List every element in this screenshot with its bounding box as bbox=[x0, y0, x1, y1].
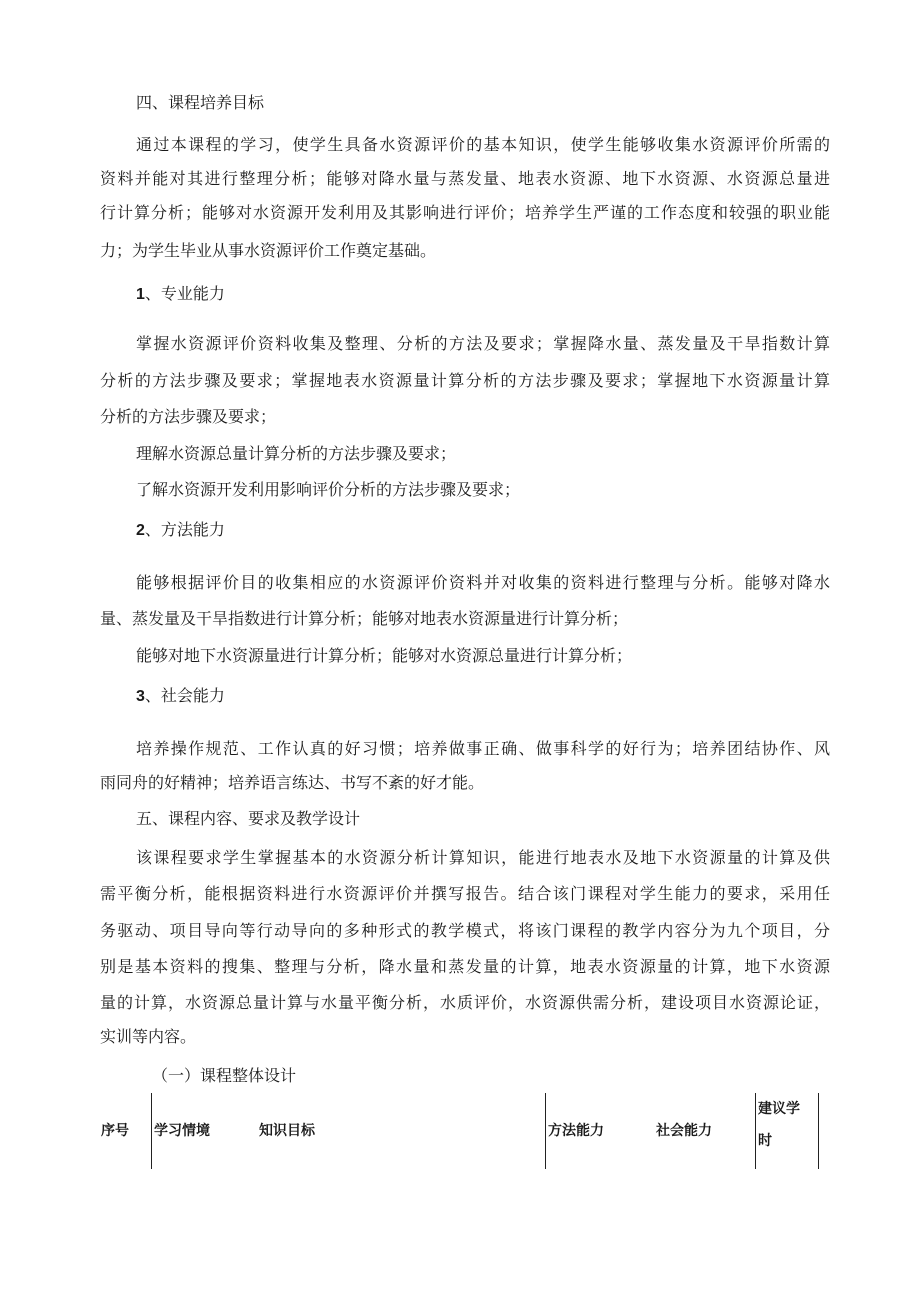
ability-3-number: 3 bbox=[136, 688, 145, 705]
header-method-ability: 方法能力 bbox=[548, 1123, 604, 1139]
section-5-paragraph-line: 量的计算，水资源总量计算与水量平衡分析，水质评价，水资源供需分析，建设项目水资源论证， bbox=[100, 993, 830, 1012]
ability-3-title: 、社会能力 bbox=[144, 686, 225, 705]
header-suggested-hours-line2: 时 bbox=[758, 1133, 772, 1149]
table-divider bbox=[755, 1093, 756, 1169]
ability-1-heading bbox=[136, 284, 866, 305]
ability-2-number: 2 bbox=[136, 522, 145, 539]
ability-1-number: 1 bbox=[136, 286, 145, 303]
ability-1-understand-line: 理解水资源总量计算分析的方法步骤及要求； bbox=[136, 444, 457, 463]
ability-3-heading bbox=[136, 686, 866, 707]
section-5-paragraph-line: 需平衡分析，能根据资料进行水资源评价并撰写报告。结合该门课程对学生能力的要求，采用任 bbox=[100, 884, 830, 903]
ability-3-paragraph-line: 培养操作规范、工作认真的好习惯；培养做事正确、做事科学的好行为；培养团结协作、风 bbox=[136, 739, 830, 758]
section-5-paragraph-line: 务驱动、项目导向等行动导向的多种形式的教学模式，将该门课程的教学内容分为九个项目，分 bbox=[100, 921, 830, 940]
ability-3-paragraph-line: 雨同舟的好精神；培养语言练达、书写不紊的好才能。 bbox=[100, 773, 485, 792]
section-5-paragraph-line: 该课程要求学生掌握基本的水资源分析计算知识，能进行地表水及地下水资源量的计算及供 bbox=[136, 848, 830, 867]
header-suggested-hours-line1: 建议学 bbox=[758, 1101, 800, 1117]
table-divider bbox=[545, 1093, 546, 1169]
section-4-paragraph-line: 资料并能对其进行整理分析；能够对降水量与蒸发量、地表水资源、地下水资源、水资源总量进 bbox=[100, 169, 830, 188]
section-4-paragraph-line: 通过本课程的学习，使学生具备水资源评价的基本知识，使学生能够收集水资源评价所需的 bbox=[136, 135, 830, 154]
ability-1-title: 、专业能力 bbox=[144, 284, 225, 303]
header-knowledge-goal: 知识目标 bbox=[259, 1123, 315, 1139]
section-4-heading: 四、课程培养目标 bbox=[136, 93, 265, 112]
section-5-paragraph-line: 实训等内容。 bbox=[100, 1027, 197, 1046]
ability-1-paragraph-line: 分析的方法步骤及要求；掌握地表水资源量计算分析的方法步骤及要求；掌握地下水资源量计算 bbox=[100, 371, 830, 390]
section-4-paragraph-line: 力；为学生毕业从事水资源评价工作奠定基础。 bbox=[100, 241, 437, 260]
ability-2-title: 、方法能力 bbox=[144, 520, 225, 539]
ability-2-heading bbox=[136, 520, 866, 541]
course-design-subheading: （一）课程整体设计 bbox=[152, 1066, 297, 1085]
header-social-ability: 社会能力 bbox=[656, 1123, 712, 1139]
ability-2-paragraph-line: 量、蒸发量及干旱指数进行计算分析；能够对地表水资源量进行计算分析； bbox=[100, 609, 629, 628]
section-4-paragraph-line: 行计算分析；能够对水资源开发利用及其影响进行评价；培养学生严谨的工作态度和较强的职业能 bbox=[100, 203, 830, 222]
ability-1-paragraph-line: 掌握水资源评价资料收集及整理、分析的方法及要求；掌握降水量、蒸发量及干旱指数计算 bbox=[136, 334, 830, 353]
header-seq: 序号 bbox=[101, 1123, 129, 1139]
table-divider bbox=[151, 1093, 152, 1169]
section-5-paragraph-line: 别是基本资料的搜集、整理与分析，降水量和蒸发量的计算，地表水资源量的计算，地下水资源 bbox=[100, 957, 830, 976]
table-divider bbox=[818, 1093, 819, 1169]
ability-1-paragraph-line: 分析的方法步骤及要求； bbox=[100, 407, 277, 426]
ability-1-know-line: 了解水资源开发利用影响评价分析的方法步骤及要求； bbox=[136, 480, 521, 499]
ability-2-second-line: 能够对地下水资源量进行计算分析；能够对水资源总量进行计算分析； bbox=[136, 646, 633, 665]
header-learning-context: 学习情境 bbox=[154, 1123, 210, 1139]
section-5-heading: 五、课程内容、要求及教学设计 bbox=[136, 809, 361, 828]
ability-2-paragraph-line: 能够根据评价目的收集相应的水资源评价资料并对收集的资料进行整理与分析。能够对降水 bbox=[136, 573, 830, 592]
